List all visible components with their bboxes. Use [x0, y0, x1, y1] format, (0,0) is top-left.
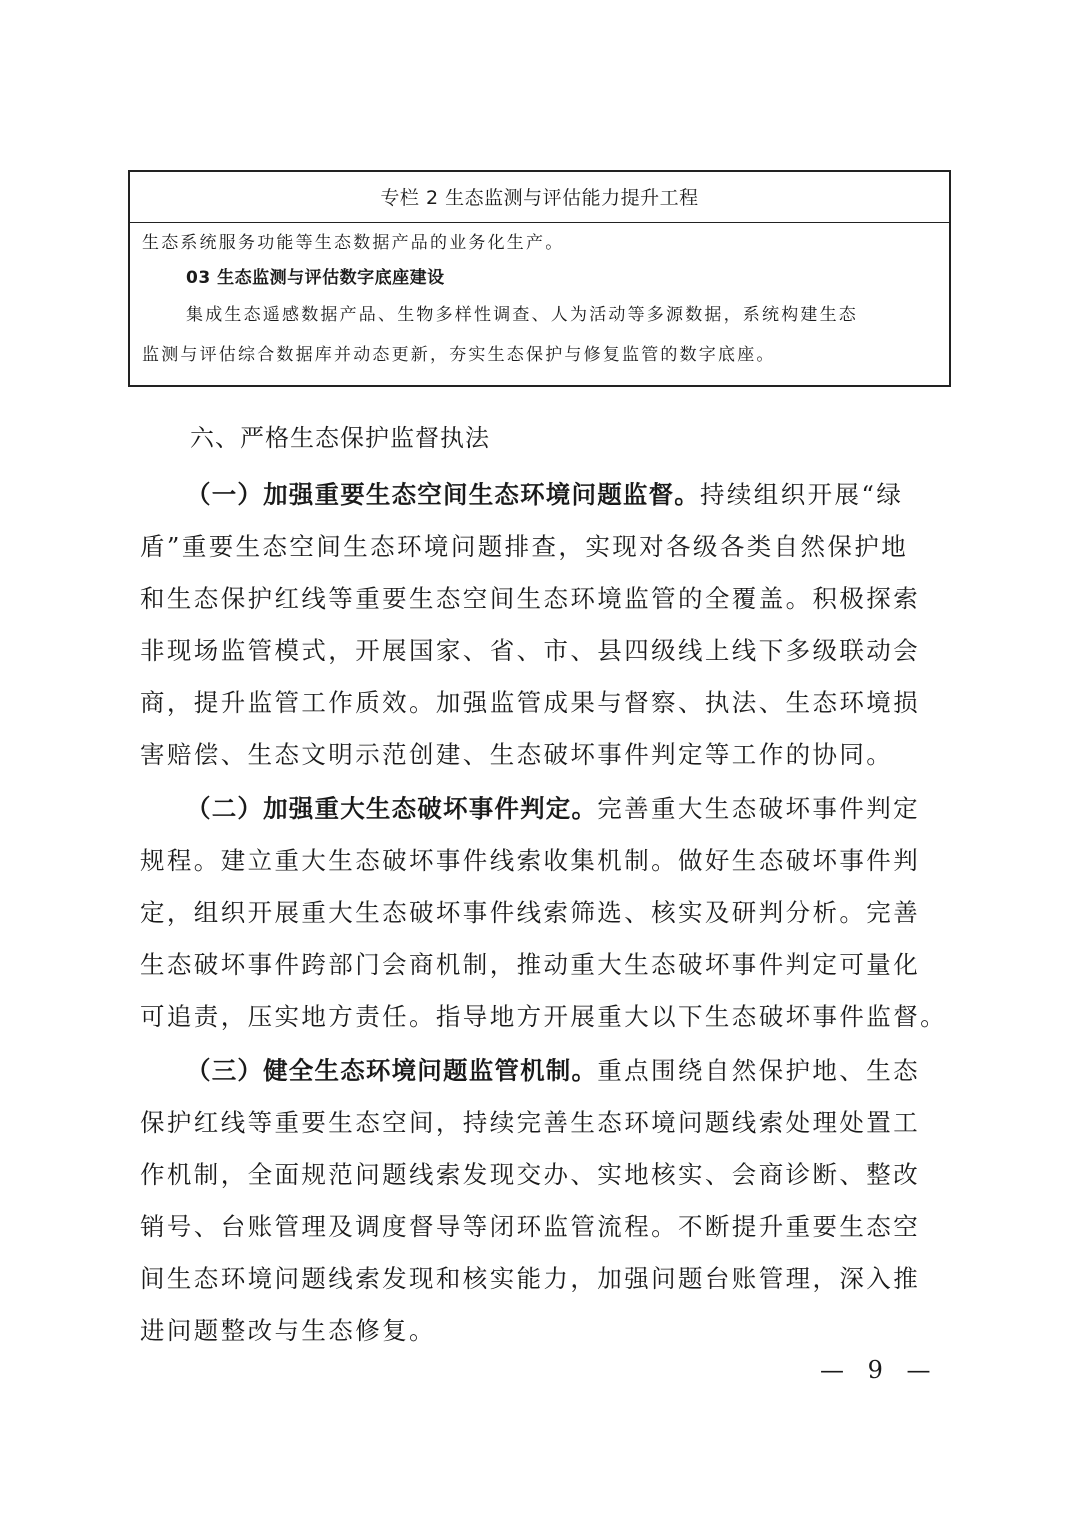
feature-box-body-line-1: 集成生态遥感数据产品、生物多样性调查、人为活动等多源数据，系统构建生态: [186, 305, 858, 325]
feature-box-title: 专栏 2 生态监测与评估能力提升工程: [130, 172, 949, 223]
paragraph-1-line-1: [186, 476, 903, 511]
paragraph-2-line-2: 规程。建立重大生态破坏事件线索收集机制。做好生态破坏事件判: [140, 846, 921, 875]
paragraph-3-heading: （三）健全生态环境问题监管机制。: [186, 1056, 598, 1085]
paragraph-1-line-6: 害赔偿、生态文明示范创建、生态破坏事件判定等工作的协同。: [140, 740, 894, 769]
paragraph-3-line-4: 销号、台账管理及调度督导等闭环监管流程。不断提升重要生态空: [140, 1212, 921, 1241]
paragraph-2-line-1: [186, 790, 920, 825]
paragraph-2-line-1-text: 完善重大生态破坏事件判定: [597, 794, 921, 823]
paragraph-2-line-3: 定，组织开展重大生态破坏事件线索筛选、核实及研判分析。完善: [140, 898, 921, 927]
paragraph-2-line-4: 生态破坏事件跨部门会商机制，推动重大生态破坏事件判定可量化: [140, 950, 921, 979]
feature-box-body-line-2: 监测与评估综合数据库并动态更新，夯实生态保护与修复监管的数字底座。: [142, 345, 776, 365]
paragraph-3-line-2: 保护红线等重要生态空间，持续完善生态环境问题线索处理处置工: [140, 1108, 921, 1137]
paragraph-1-heading: （一）加强重要生态空间生态环境问题监督。: [186, 480, 700, 509]
feature-box: [128, 170, 951, 387]
paragraph-1-line-1-text: 持续组织开展“绿: [700, 480, 904, 509]
paragraph-3-line-3: 作机制，全面规范问题线索发现交办、实地核实、会商诊断、整改: [140, 1160, 921, 1189]
paragraph-1-line-5: 商，提升监管工作质效。加强监管成果与督察、执法、生态环境损: [140, 688, 921, 717]
feature-box-continuation: 生态系统服务功能等生态数据产品的业务化生产。: [142, 233, 565, 253]
paragraph-2-line-5: 可追责，压实地方责任。指导地方开展重大以下生态破坏事件监督。: [140, 1002, 947, 1031]
paragraph-1-line-2: 盾”重要生态空间生态环境问题排查，实现对各级各类自然保护地: [140, 532, 909, 561]
paragraph-3-line-1-text: 重点围绕自然保护地、生态: [597, 1056, 921, 1085]
section-title: 六、严格生态保护监督执法: [190, 424, 490, 452]
paragraph-3-line-6: 进问题整改与生态修复。: [140, 1316, 436, 1345]
feature-box-subheading: 03 生态监测与评估数字底座建设: [186, 268, 445, 288]
paragraph-3-line-5: 间生态环境问题线索发现和核实能力，加强问题台账管理，深入推: [140, 1264, 921, 1293]
paragraph-2-heading: （二）加强重大生态破坏事件判定。: [186, 794, 598, 823]
paragraph-1-line-4: 非现场监管模式，开展国家、省、市、县四级线上线下多级联动会: [140, 636, 921, 665]
page-number: — 9 —: [820, 1356, 939, 1384]
paragraph-1-line-3: 和生态保护红线等重要生态空间生态环境监管的全覆盖。积极探索: [140, 584, 921, 613]
paragraph-3-line-1: [186, 1052, 920, 1087]
